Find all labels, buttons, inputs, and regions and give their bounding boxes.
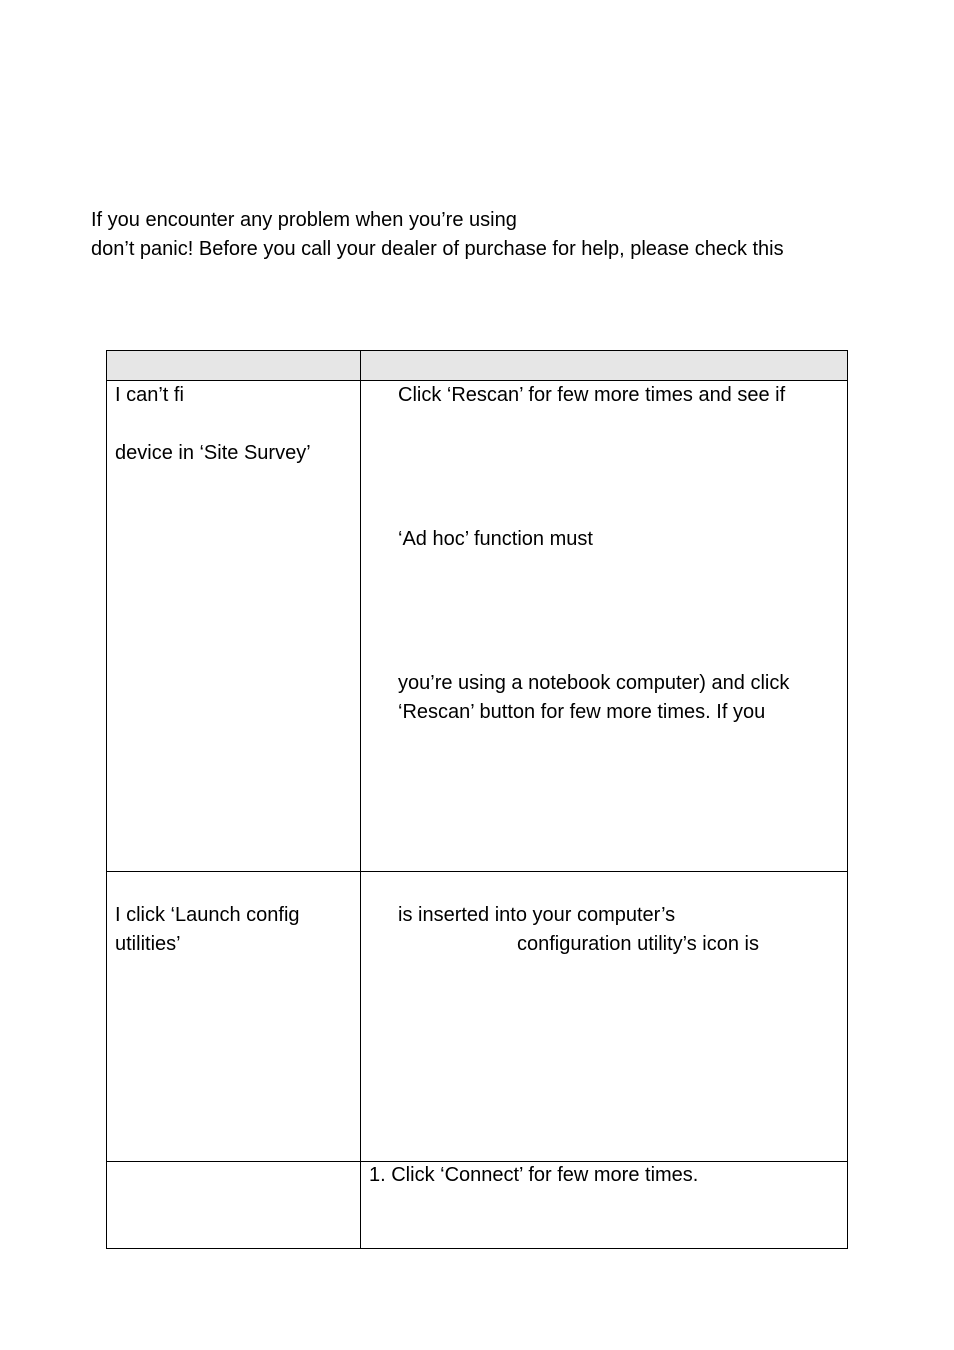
row-1-solution-line-2: ‘Ad hoc’ function must — [398, 528, 593, 550]
header-cell-problem — [107, 351, 360, 380]
row-2-problem-line-2: utilities’ — [115, 933, 181, 955]
row-2-solution-line-2: configuration utility’s icon is — [517, 933, 759, 955]
table-border-bottom — [106, 1248, 848, 1249]
table-border-right — [847, 350, 848, 1249]
table-row-divider-1 — [106, 871, 848, 872]
row-1-problem-line-1: I can’t fi — [115, 384, 184, 406]
table-border-left — [106, 350, 107, 1249]
row-3-solution-line-1: 1. Click ‘Connect’ for few more times. — [369, 1164, 699, 1186]
troubleshooting-table — [106, 350, 848, 1249]
table-header-divider — [106, 380, 848, 381]
row-2-solution-line-1: is inserted into your computer’s — [398, 904, 676, 926]
row-1-solution-line-4: ‘Rescan’ button for few more times. If you — [398, 701, 766, 723]
row-1-problem-line-2: device in ‘Site Survey’ — [115, 442, 311, 464]
row-2-problem-line-1: I click ‘Launch config — [115, 904, 300, 926]
table-row-divider-2 — [106, 1161, 848, 1162]
header-cell-solution — [361, 351, 847, 380]
intro-line-2: don’t panic! Before you call your dealer of purchase for help, please check this — [91, 238, 784, 260]
row-1-solution-line-3: you’re using a notebook computer) and click — [398, 672, 790, 694]
table-column-divider — [360, 350, 361, 1249]
row-1-solution-line-1: Click ‘Rescan’ for few more times and see if — [398, 384, 786, 406]
table-border-top — [106, 350, 848, 351]
intro-line-1: If you encounter any problem when you’re using — [91, 209, 517, 231]
